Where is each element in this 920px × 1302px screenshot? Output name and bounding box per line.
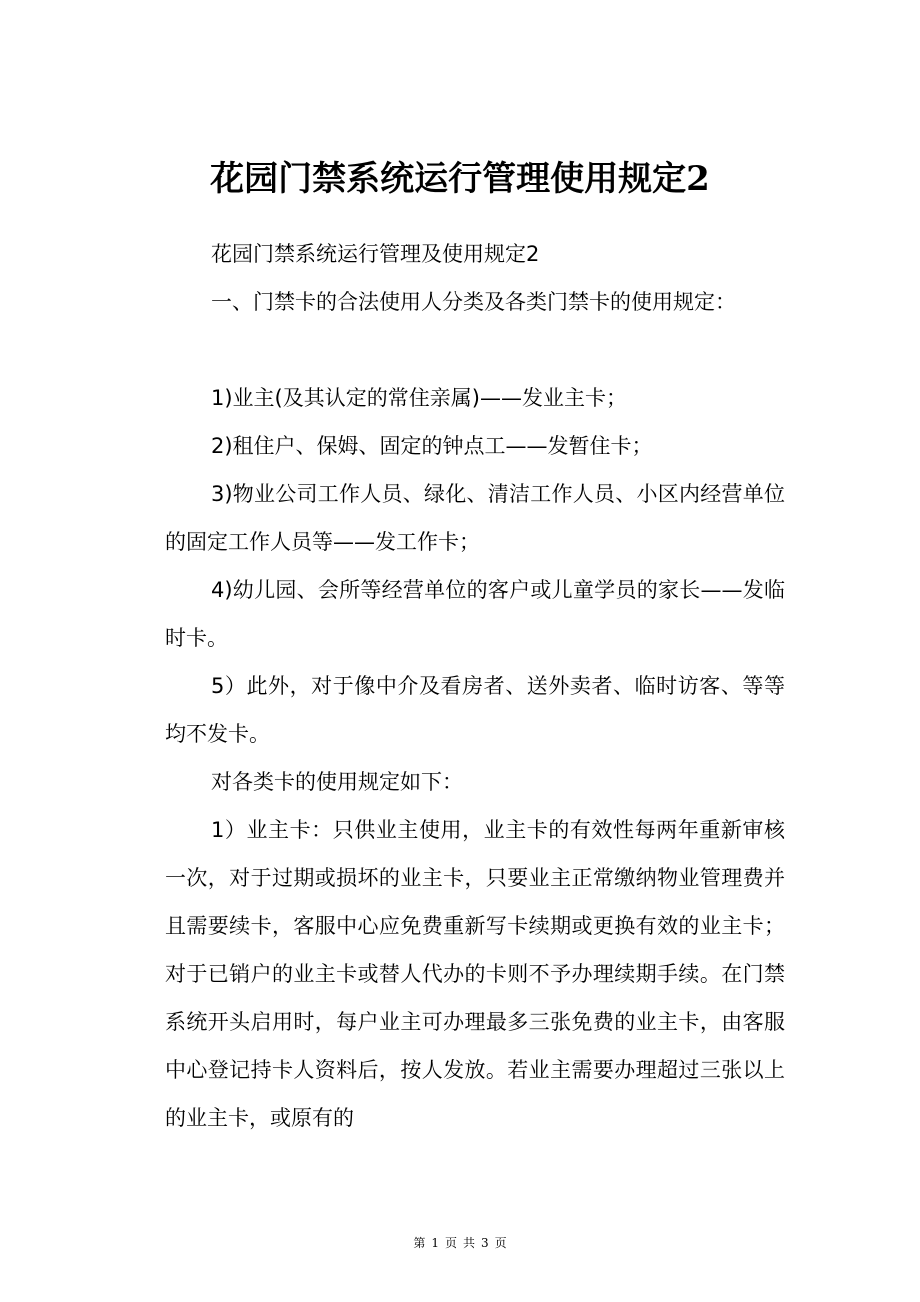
footer-total-pages: 3 bbox=[481, 1236, 489, 1250]
paragraph-item-4: 4)幼儿园、会所等经营单位的客户或儿童学员的家长——发临时卡。 bbox=[165, 578, 785, 650]
paragraph-rules-intro: 对各类卡的使用规定如下： bbox=[211, 770, 463, 794]
paragraph-subtitle: 花园门禁系统运行管理及使用规定2 bbox=[211, 242, 540, 266]
footer-label-page-unit: 页 bbox=[444, 1236, 457, 1250]
paragraph-item-1: 1)业主(及其认定的常住亲属)——发业主卡； bbox=[211, 386, 627, 410]
page-footer bbox=[0, 1235, 920, 1251]
paragraph-owner-card-rules: 1）业主卡：只供业主使用，业主卡的有效性每两年重新审核一次，对于过期或损坏的业主卡，只要业主正常缴纳物业管理费并且需要续卡，客服中心应免费重新写卡续期或更换有效的业主卡；对于已销户的业主卡或替人代办的卡则不予办理续期手续。在门禁系统开头启用时，每户业主可办理最多三张免费的业主卡，由客服中心登记持卡人资料后，按人发放。若业主需要办理超过三张以上的业主卡，或原有的 bbox=[165, 818, 785, 1130]
document-body bbox=[165, 230, 785, 1142]
footer-label-total: 共 bbox=[463, 1236, 476, 1250]
paragraph-item-5: 5）此外，对于像中介及看房者、送外卖者、临时访客、等等均不发卡。 bbox=[165, 674, 785, 746]
footer-label-total-unit: 页 bbox=[494, 1236, 507, 1250]
footer-current-page: 1 bbox=[431, 1236, 439, 1250]
paragraph-item-2: 2)租住户、保姆、固定的钟点工——发暂住卡； bbox=[211, 434, 653, 458]
paragraph-section-heading: 一、门禁卡的合法使用人分类及各类门禁卡的使用规定： bbox=[211, 290, 736, 314]
footer-label-page: 第 bbox=[413, 1236, 426, 1250]
document-title: 花园门禁系统运行管理使用规定2 bbox=[210, 158, 710, 199]
paragraph-item-3: 3)物业公司工作人员、绿化、清洁工作人员、小区内经营单位的固定工作人员等——发工作卡； bbox=[165, 482, 785, 554]
